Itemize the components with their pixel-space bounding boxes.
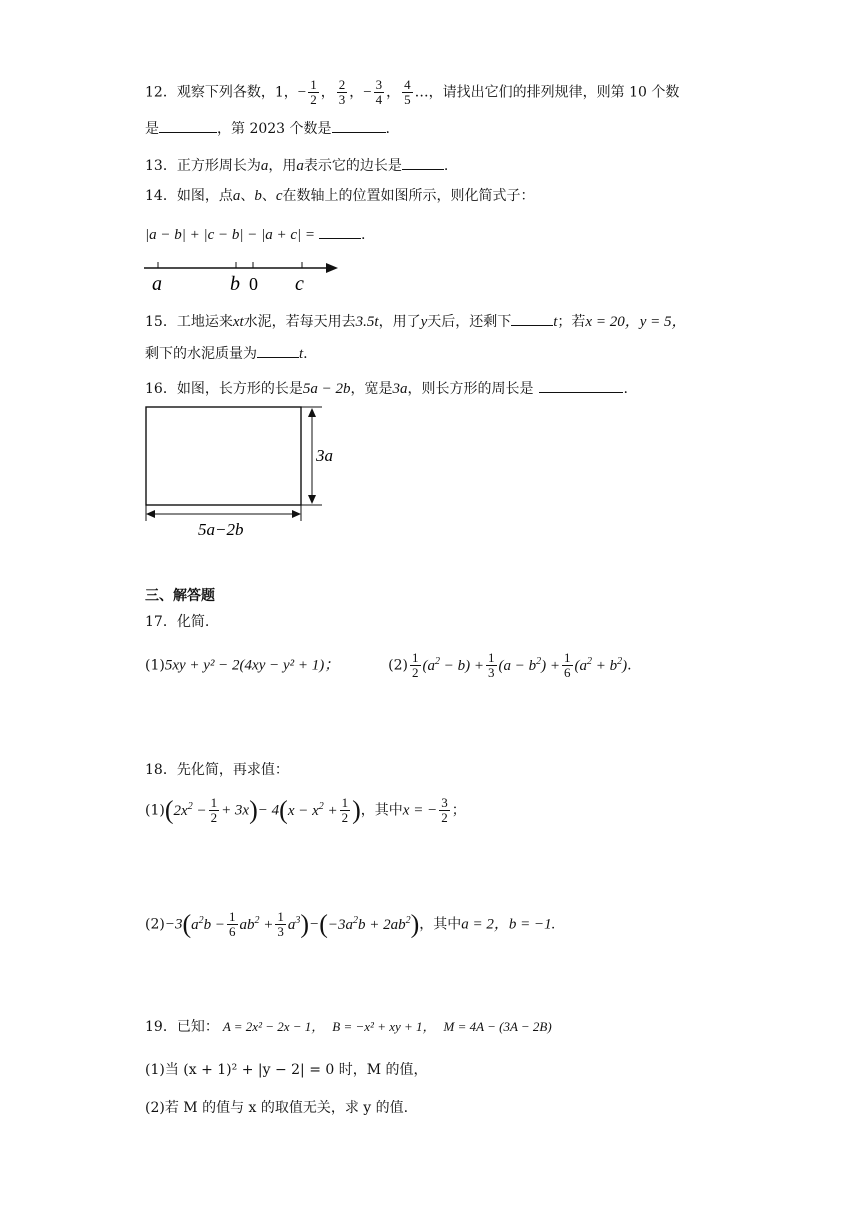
label-a: a bbox=[152, 273, 162, 295]
question-18-part-1: $(1)(2x^2$ − $\frac{1}{2}$ + $3x)- 4(x - x^2$ + $\frac{1}{2}$ )，其中x = − $\frac{3}{2}$ ； bbox=[145, 795, 466, 825]
fraction-neg-1-2: $\frac{1}{2}$ bbox=[310, 77, 317, 107]
fraction-neg-3-4: $\frac{3}{4}$ bbox=[375, 77, 383, 107]
answer-blank-q13[interactable] bbox=[402, 155, 444, 170]
question-13: 13．正方形周长为a，用a表示它的边长是 . bbox=[145, 155, 448, 176]
answer-blank-q12-2[interactable] bbox=[332, 118, 386, 133]
section-heading: 三、解答题 bbox=[145, 588, 215, 604]
question-16: 16．如图，长方形的长是5a − 2b，宽是3a，则长方形的周长是 . bbox=[145, 378, 628, 399]
question-15-line-2: 剩下的水泥质量为 t. bbox=[145, 343, 308, 364]
answer-blank-q15-2[interactable] bbox=[257, 343, 299, 358]
question-14: 14．如图，点a、b、c在数轴上的位置如图所示，则化简式子： bbox=[145, 188, 535, 204]
question-18-part-2: $(2)-3(a^2b$ − $\frac{1}{6}$ $ab^2$ + $\frac{1}{3}$ $a^3)-(-3a^2b + 2ab^2)$，其中a = 2，b = −1. bbox=[145, 909, 556, 939]
q12-suffix: …，请找出它们的排列规律，则第 10 个数 bbox=[414, 84, 680, 101]
fraction-4-5: $\frac{4}{5}$ bbox=[404, 77, 411, 107]
question-19-given: 19．已知： A = 2x² − 2x − 1， B = −x² + xy + 1， M = 4A − (3A − 2B) bbox=[145, 1019, 552, 1035]
label-c: c bbox=[295, 273, 304, 295]
question-14-expression: |a − b| + |c − b| − |a + c| = . bbox=[145, 224, 366, 245]
rectangle-figure bbox=[140, 400, 360, 545]
answer-blank-q15-1[interactable] bbox=[511, 311, 553, 326]
label-zero: 0 bbox=[249, 274, 258, 294]
width-label: 3a bbox=[316, 446, 333, 465]
answer-blank-q14[interactable] bbox=[319, 224, 361, 239]
question-18-title: 18．先化简，再求值： bbox=[145, 762, 289, 778]
question-15-line-1: 15．工地运来xt水泥，若每天用去3.5t，用了y天后，还剩下 t；若x = 20，y = 5， bbox=[145, 311, 686, 332]
number-line-figure bbox=[140, 252, 350, 296]
question-17-title: 17．化简. bbox=[145, 614, 210, 630]
question-17-parts: (1)5xy + y² − 2(4xy − y² + 1)； (2) $\frac{1}{2}$ $(a^2 - b)$ + $\frac{1}{3}$ $(a - b^2)$ + $\frac{1}{6}$ $(a^2 + b^2)$. bbox=[145, 650, 632, 680]
q12-prefix: 12．观察下列各数，1， bbox=[145, 84, 298, 101]
answer-blank-q16[interactable] bbox=[539, 378, 623, 393]
question-19-part-2: (2)若 M 的值与 x 的取值无关，求 y 的值. bbox=[145, 1100, 409, 1116]
question-12-line-1: 12．观察下列各数，1，− $\frac{1}{2}$ ， $\frac{2}{3}$ ，− $\frac{3}{4}$ ， $\frac{4}{5}$ …，请找出它们的排列规律，则第 10 个数 bbox=[145, 77, 680, 107]
fraction-2-3: $\frac{2}{3}$ bbox=[338, 77, 346, 107]
length-label: 5a−2b bbox=[198, 520, 244, 539]
label-b: b bbox=[230, 273, 240, 295]
question-19-part-1: (1)当 (x + 1)² + |y − 2| = 0 时，M 的值， bbox=[145, 1062, 428, 1078]
answer-blank-q12-1[interactable] bbox=[159, 118, 217, 133]
question-12-line-2: 是 ，第 2023 个数是 . bbox=[145, 118, 390, 139]
